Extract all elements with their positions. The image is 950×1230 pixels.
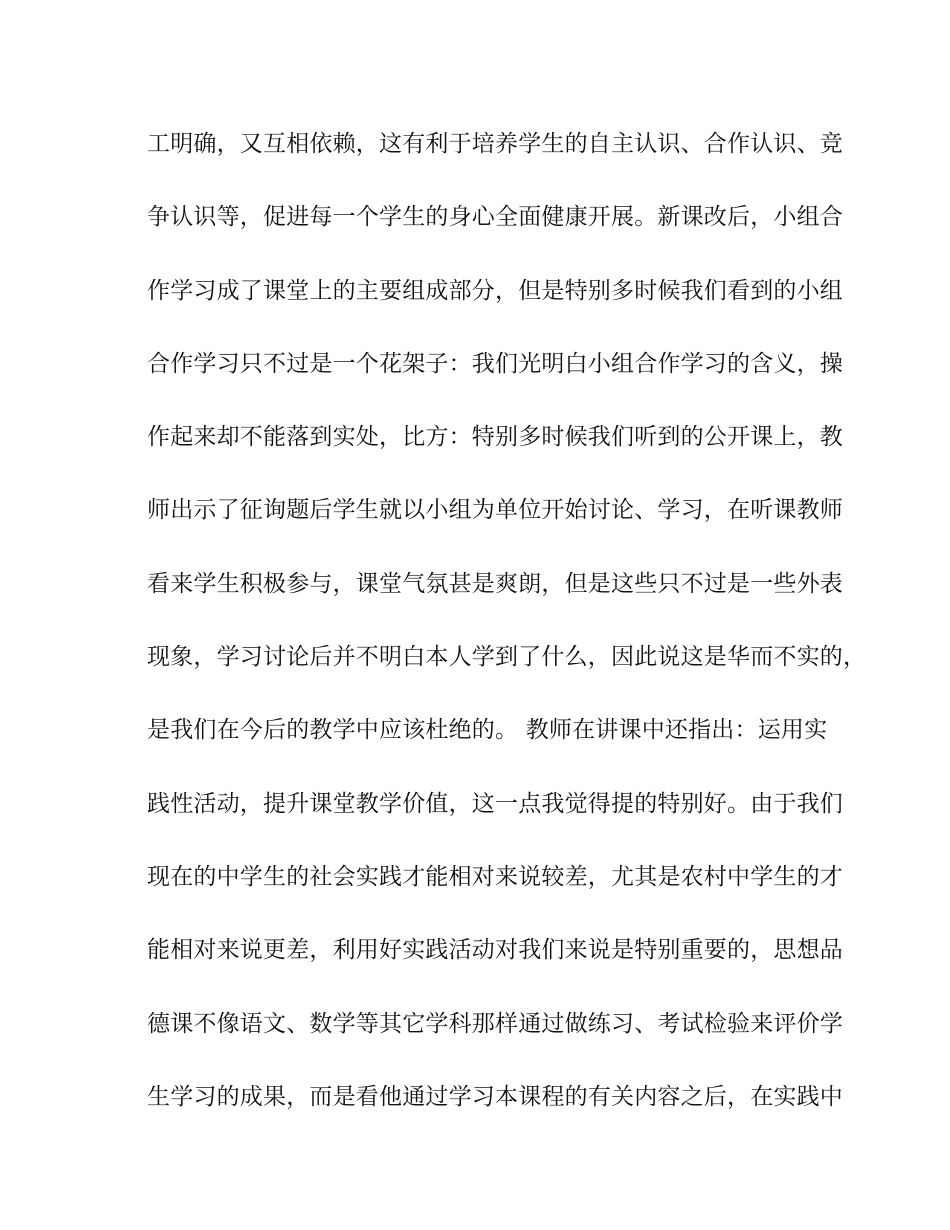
text-line: 生学习的成果，而是看他通过学习本课程的有关内容之后，在实践中 (147, 1083, 843, 1110)
text-line: 是我们在今后的教学中应该杜绝的。 教师在讲课中还指出：运用实 (147, 717, 828, 744)
text-line: 能相对来说更差，利用好实践活动对我们来说是特别重要的，思想品 (147, 937, 843, 964)
text-line: 看来学生积极参与，课堂气氛甚是爽朗，但是这些只不过是一些外表 (147, 570, 843, 597)
text-line: 现在的中学生的社会实践才能相对来说较差，尤其是农村中学生的才 (147, 863, 843, 890)
body-text (147, 120, 867, 1146)
text-line: 合作学习只不过是一个花架子：我们光明白小组合作学习的含义，操 (147, 350, 843, 377)
text-line: 作起来却不能落到实处，比方：特别多时候我们听到的公开课上，教 (147, 424, 843, 451)
text-line: 践性活动，提升课堂教学价值，这一点我觉得提的特别好。由于我们 (147, 790, 843, 817)
text-line: 工明确，又互相依赖，这有利于培养学生的自主认识、合作认识、竞 (147, 131, 843, 157)
text-line: 师出示了征询题后学生就以小组为单位开始讨论、学习，在听课教师 (147, 497, 843, 524)
text-line: 德课不像语文、数学等其它学科那样通过做练习、考试检验来评价学 (147, 1010, 843, 1037)
text-line: 争认识等，促进每一个学生的身心全面健康开展。新课改后，小组合 (147, 204, 843, 231)
text-line: 作学习成了课堂上的主要组成部分，但是特别多时候我们看到的小组 (147, 277, 843, 304)
text-line: 现象，学习讨论后并不明白本人学到了什么，因此说这是华而不实的， (147, 644, 867, 671)
